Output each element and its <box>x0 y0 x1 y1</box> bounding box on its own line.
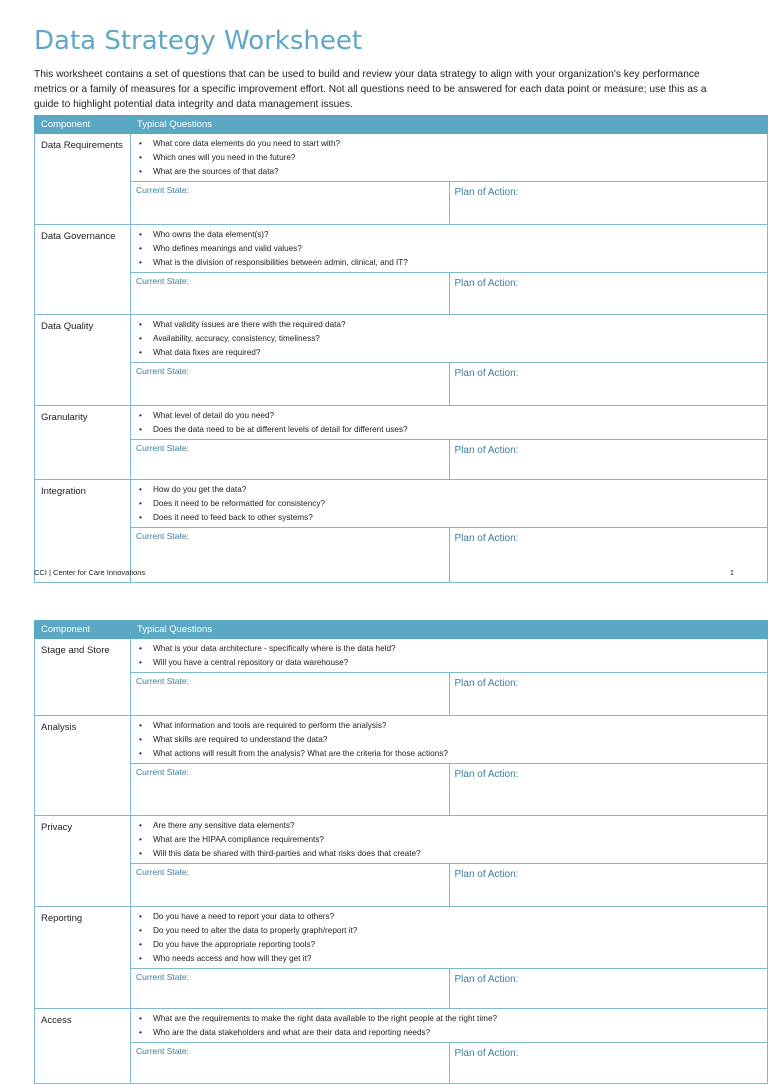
questions-cell <box>131 315 768 406</box>
bullet-icon: • <box>139 1028 142 1037</box>
question-item <box>139 833 767 847</box>
question-text: What data fixes are required? <box>153 348 261 357</box>
question-text: What information and tools are required to perform the analysis? <box>153 720 387 730</box>
question-list <box>131 225 767 272</box>
questions-cell <box>131 405 768 480</box>
question-text: Does it need to feed back to other systems? <box>153 513 313 522</box>
bullet-icon: • <box>139 485 142 494</box>
table-header-row <box>35 621 768 639</box>
question-item <box>139 819 767 833</box>
bullet-icon: • <box>139 835 142 844</box>
intro-paragraph: This worksheet contains a set of questions that can be used to build and review your data strategy to align with your organization's key performance metrics or a family of measures for a specific improvement effort. Not all questions need to be answered for each data point or measure; use this as a guide to highlight potential data integrity and data management issues. <box>34 69 707 110</box>
question-item <box>139 847 767 861</box>
question-list <box>131 480 767 527</box>
question-text: Availability, accuracy, consistency, timeliness? <box>153 334 320 343</box>
plan-of-action-field[interactable]: Plan of Action: <box>454 678 519 689</box>
current-state-field[interactable]: Current State: <box>131 1043 449 1083</box>
question-text: What level of detail do you need? <box>153 410 275 420</box>
answer-fields <box>131 362 767 405</box>
bullet-icon: • <box>139 167 142 176</box>
component-label: Integration <box>35 480 131 583</box>
component-label: Privacy <box>35 816 131 907</box>
question-text: What are the HIPAA compliance requirements? <box>153 835 324 844</box>
questions-cell <box>131 480 768 583</box>
bullet-icon: • <box>139 334 142 343</box>
question-list <box>131 1009 767 1042</box>
question-item <box>139 409 767 423</box>
question-text: Do you have a need to report your data to others? <box>153 911 335 921</box>
bullet-icon: • <box>139 911 142 921</box>
questions-cell <box>131 816 768 907</box>
questions-cell <box>131 224 768 315</box>
bullet-icon: • <box>139 229 142 239</box>
question-text: What is the division of responsibilities between admin, clinical, and IT? <box>153 257 408 267</box>
plan-of-action-field[interactable]: Plan of Action: <box>454 869 519 880</box>
answer-fields <box>131 1042 767 1083</box>
bullet-icon: • <box>139 320 142 329</box>
bullet-icon: • <box>139 513 142 522</box>
worksheet-table-page2 <box>34 620 768 1084</box>
row-data-quality <box>35 315 768 406</box>
question-item <box>139 497 767 511</box>
bullet-icon: • <box>139 953 142 963</box>
question-text: What skills are required to understand the data? <box>153 734 328 744</box>
question-item <box>139 242 767 256</box>
question-text: What are the requirements to make the right data available to the right people at the right time? <box>153 1014 498 1023</box>
question-text: Who owns the data element(s)? <box>153 229 269 239</box>
bullet-icon: • <box>139 139 142 148</box>
bullet-icon: • <box>139 939 142 949</box>
current-state-field[interactable]: Current State: <box>131 673 449 715</box>
header-component: Component <box>35 621 131 639</box>
component-label: Reporting <box>35 906 131 1009</box>
bullet-icon: • <box>139 348 142 357</box>
question-text: Will you have a central repository or data warehouse? <box>153 658 349 667</box>
question-text: Do you need to alter the data to properly graph/report it? <box>153 925 358 935</box>
component-label: Access <box>35 1009 131 1084</box>
question-list <box>131 816 767 863</box>
page-footer <box>34 568 734 577</box>
question-item <box>139 346 767 360</box>
question-list <box>131 315 767 362</box>
question-item <box>139 151 767 165</box>
question-text: Does it need to be reformatted for consistency? <box>153 499 326 508</box>
bullet-icon: • <box>139 925 142 935</box>
plan-of-action-field[interactable]: Plan of Action: <box>454 1048 519 1059</box>
question-item <box>139 511 767 525</box>
question-item <box>139 332 767 346</box>
question-text: What is your data architecture - specifically where is the data held? <box>153 644 396 653</box>
plan-of-action-field[interactable]: Plan of Action: <box>454 444 519 456</box>
bullet-icon: • <box>139 658 142 667</box>
question-text: Which ones will you need in the future? <box>153 153 296 162</box>
question-item <box>139 137 767 151</box>
question-list <box>131 907 767 968</box>
question-text: Does the data need to be at different levels of detail for different uses? <box>153 424 408 434</box>
bullet-icon: • <box>139 720 142 730</box>
bullet-icon: • <box>139 243 142 253</box>
plan-of-action-field[interactable]: Plan of Action: <box>454 533 519 544</box>
row-reporting <box>35 906 768 1009</box>
question-list <box>131 406 767 439</box>
current-state-field[interactable]: Current State: <box>131 528 449 582</box>
component-label: Data Governance <box>35 224 131 315</box>
question-item <box>139 656 767 670</box>
component-label: Granularity <box>35 405 131 480</box>
row-analysis <box>35 715 768 816</box>
bullet-icon: • <box>139 748 142 758</box>
question-list <box>131 716 767 763</box>
answer-fields <box>131 181 767 224</box>
question-item <box>139 165 767 179</box>
page-title: Data Strategy Worksheet <box>34 26 363 56</box>
question-text: What validity issues are there with the required data? <box>153 320 346 329</box>
bullet-icon: • <box>139 644 142 653</box>
bullet-icon: • <box>139 410 142 420</box>
component-label: Stage and Store <box>35 639 131 716</box>
question-text: Will this data be shared with third-parties and what risks does that create? <box>153 849 421 858</box>
question-item <box>139 228 767 242</box>
component-label: Data Requirements <box>35 134 131 225</box>
questions-cell <box>131 1009 768 1084</box>
question-text: What actions will result from the analysis? What are the criteria for those actions? <box>153 748 448 758</box>
bullet-icon: • <box>139 499 142 508</box>
question-text: Who needs access and how will they get it? <box>153 953 312 963</box>
question-item <box>139 483 767 497</box>
question-item <box>139 747 767 761</box>
question-item <box>139 952 767 966</box>
plan-of-action-field[interactable]: Plan of Action: <box>454 187 519 198</box>
question-item <box>139 318 767 332</box>
answer-fields <box>131 672 767 715</box>
question-item <box>139 719 767 733</box>
bullet-icon: • <box>139 153 142 162</box>
questions-cell <box>131 134 768 225</box>
plan-of-action-field[interactable]: Plan of Action: <box>454 277 519 289</box>
bullet-icon: • <box>139 734 142 744</box>
question-text: Do you have the appropriate reporting tools? <box>153 939 316 949</box>
component-label: Analysis <box>35 715 131 816</box>
current-state-field[interactable]: Current State: <box>131 272 449 314</box>
question-text: Are there any sensitive data elements? <box>153 821 295 830</box>
header-typical-questions: Typical Questions <box>131 621 768 639</box>
question-text: What are the sources of that data? <box>153 167 279 176</box>
bullet-icon: • <box>139 257 142 267</box>
question-item <box>139 423 767 437</box>
question-text: Who are the data stakeholders and what are their data and reporting needs? <box>153 1028 431 1037</box>
plan-of-action-field[interactable]: Plan of Action: <box>454 768 519 780</box>
table-header-row <box>35 116 768 134</box>
footer-org: CCI | Center for Care Innovations <box>34 568 146 577</box>
answer-fields <box>131 439 767 480</box>
component-label: Data Quality <box>35 315 131 406</box>
question-text: What core data elements do you need to start with? <box>153 139 341 148</box>
row-privacy <box>35 816 768 907</box>
question-item <box>139 1026 767 1040</box>
question-item <box>139 910 767 924</box>
current-state-field[interactable]: Current State: <box>131 363 449 405</box>
row-data-requirements <box>35 134 768 225</box>
row-granularity <box>35 405 768 480</box>
question-item <box>139 733 767 747</box>
question-text: Who defines meanings and valid values? <box>153 243 302 253</box>
questions-cell <box>131 639 768 716</box>
question-item <box>139 938 767 952</box>
answer-fields <box>131 968 767 1009</box>
answer-fields <box>131 863 767 906</box>
plan-of-action-field[interactable]: Plan of Action: <box>454 973 519 985</box>
row-access <box>35 1009 768 1084</box>
bullet-icon: • <box>139 1014 142 1023</box>
question-item <box>139 642 767 656</box>
header-typical-questions: Typical Questions <box>131 116 768 134</box>
current-state-field[interactable]: Current State: <box>131 968 449 1008</box>
bullet-icon: • <box>139 849 142 858</box>
question-item <box>139 924 767 938</box>
question-list <box>131 134 767 181</box>
row-data-governance <box>35 224 768 315</box>
row-stage-and-store <box>35 639 768 716</box>
current-state-field[interactable]: Current State: <box>131 763 449 815</box>
bullet-icon: • <box>139 424 142 434</box>
question-text: How do you get the data? <box>153 485 247 494</box>
question-item <box>139 256 767 270</box>
questions-cell <box>131 906 768 1009</box>
questions-cell <box>131 715 768 816</box>
page-number: 1 <box>729 568 734 577</box>
header-component: Component <box>35 116 131 134</box>
bullet-icon: • <box>139 821 142 830</box>
row-integration <box>35 480 768 583</box>
answer-fields <box>131 763 767 816</box>
answer-fields <box>131 272 767 315</box>
current-state-field[interactable]: Current State: <box>131 182 449 224</box>
worksheet-table-page1 <box>34 115 768 583</box>
current-state-field[interactable]: Current State: <box>131 439 449 479</box>
current-state-field[interactable]: Current State: <box>131 864 449 906</box>
question-list <box>131 639 767 672</box>
plan-of-action-field[interactable]: Plan of Action: <box>454 368 519 379</box>
